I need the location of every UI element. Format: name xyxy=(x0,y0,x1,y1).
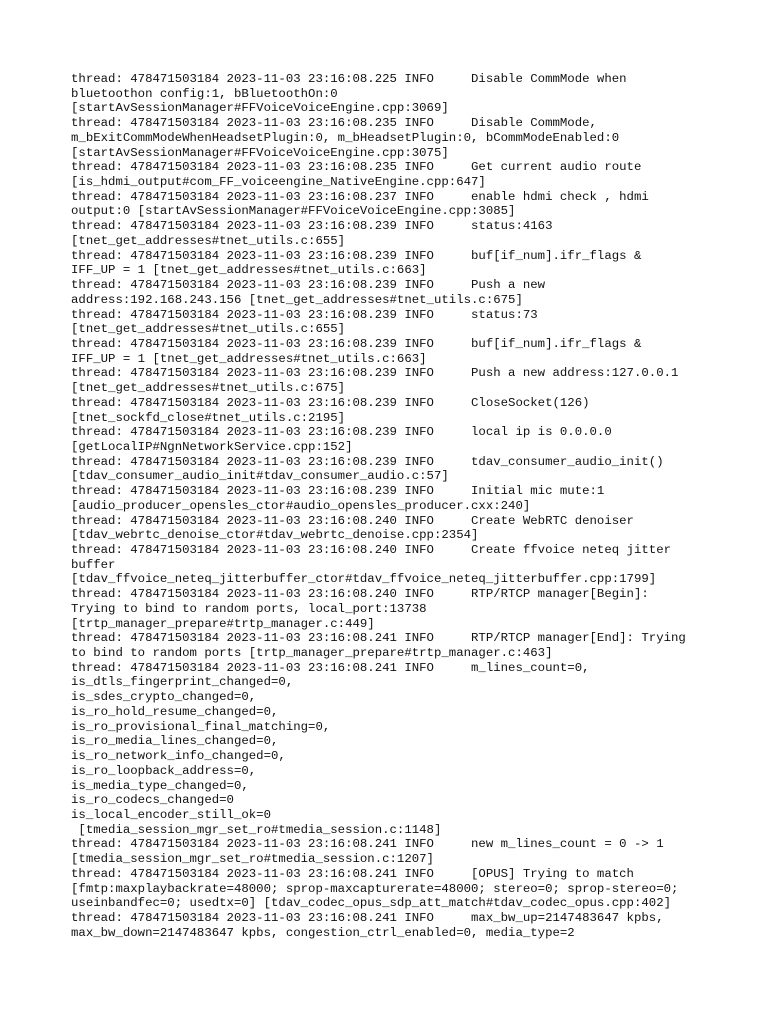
log-line: [tmedia_session_mgr_set_ro#tmedia_session.c:1207] xyxy=(71,852,434,867)
log-line: output:0 [startAvSessionManager#FFVoiceVoiceEngine.cpp:3085] xyxy=(71,204,516,219)
log-line: thread: 478471503184 2023-11-03 23:16:08.225 INFO Disable CommMode when xyxy=(71,72,627,86)
log-line: thread: 478471503184 2023-11-03 23:16:08.239 INFO status:4163 xyxy=(71,219,553,234)
log-line: thread: 478471503184 2023-11-03 23:16:08.241 INFO new m_lines_count = 0 -> 1 xyxy=(71,837,664,852)
log-document xyxy=(71,72,751,940)
log-line: thread: 478471503184 2023-11-03 23:16:08.235 INFO Get current audio route xyxy=(71,160,642,175)
log-line: IFF_UP = 1 [tnet_get_addresses#tnet_utils.c:663] xyxy=(71,351,427,366)
log-line: [tnet_get_addresses#tnet_utils.c:655] xyxy=(71,322,346,337)
log-line: [fmtp:maxplaybackrate=48000; sprop-maxcapturerate=48000; stereo=0; sprop-stereo=0; xyxy=(71,881,679,896)
log-line: is_ro_hold_resume_changed=0, xyxy=(71,704,279,719)
log-line: is_ro_media_lines_changed=0, xyxy=(71,734,279,749)
log-line: is_ro_codecs_changed=0 xyxy=(71,793,234,808)
log-line: to bind to random ports [trtp_manager_prepare#trtp_manager.c:463] xyxy=(71,646,553,661)
log-line: thread: 478471503184 2023-11-03 23:16:08.241 INFO m_lines_count=0, xyxy=(71,660,590,675)
log-line: [tnet_get_addresses#tnet_utils.c:655] xyxy=(71,233,346,248)
log-line: is_ro_loopback_address=0, xyxy=(71,763,257,778)
log-line: thread: 478471503184 2023-11-03 23:16:08.240 INFO RTP/RTCP manager[Begin]: xyxy=(71,587,649,602)
log-line: useinbandfec=0; usedtx=0] [tdav_codec_opus_sdp_att_match#tdav_codec_opus.cpp:402] xyxy=(71,896,672,911)
log-line: IFF_UP = 1 [tnet_get_addresses#tnet_utils.c:663] xyxy=(71,263,427,278)
log-line: thread: 478471503184 2023-11-03 23:16:08.237 INFO enable hdmi check , hdmi xyxy=(71,189,649,204)
log-line: [trtp_manager_prepare#trtp_manager.c:449] xyxy=(71,616,375,631)
log-line: thread: 478471503184 2023-11-03 23:16:08.239 INFO local ip is 0.0.0.0 xyxy=(71,425,612,440)
log-line: thread: 478471503184 2023-11-03 23:16:08.240 INFO Create WebRTC denoiser xyxy=(71,513,634,528)
log-line: is_ro_provisional_final_matching=0, xyxy=(71,719,331,734)
log-line: thread: 478471503184 2023-11-03 23:16:08.241 INFO [OPUS] Trying to match xyxy=(71,866,634,881)
log-line: is_dtls_fingerprint_changed=0, xyxy=(71,675,294,690)
log-line: buffer xyxy=(71,557,116,572)
log-line: [tnet_sockfd_close#tnet_utils.c:2195] xyxy=(71,410,346,425)
log-line: thread: 478471503184 2023-11-03 23:16:08.239 INFO Push a new xyxy=(71,278,546,293)
log-line: thread: 478471503184 2023-11-03 23:16:08.239 INFO tdav_consumer_audio_init() xyxy=(71,454,664,469)
log-line: [is_hdmi_output#com_FF_voiceengine_NativeEngine.cpp:647] xyxy=(71,175,486,190)
log-line: [audio_producer_opensles_ctor#audio_opensles_producer.cxx:240] xyxy=(71,498,531,513)
log-line: thread: 478471503184 2023-11-03 23:16:08.239 INFO CloseSocket(126) xyxy=(71,395,590,410)
log-line: [startAvSessionManager#FFVoiceVoiceEngine.cpp:3075] xyxy=(71,145,449,160)
log-line: thread: 478471503184 2023-11-03 23:16:08.240 INFO Create ffvoice neteq jitter xyxy=(71,543,672,557)
log-line: is_local_encoder_still_ok=0 xyxy=(71,807,272,822)
log-line: thread: 478471503184 2023-11-03 23:16:08.235 INFO Disable CommMode, xyxy=(71,116,597,131)
log-line: thread: 478471503184 2023-11-03 23:16:08.239 INFO Push a new address:127.0.0.1 xyxy=(71,366,679,381)
log-line: [tnet_get_addresses#tnet_utils.c:675] xyxy=(71,381,346,396)
log-line: Trying to bind to random ports, local_port:13738 xyxy=(71,601,427,616)
log-line: [startAvSessionManager#FFVoiceVoiceEngine.cpp:3069] xyxy=(71,101,449,116)
log-line: [getLocalIP#NgnNetworkService.cpp:152] xyxy=(71,439,353,454)
log-line: m_bExitCommModeWhenHeadsetPlugin:0, m_bHeadsetPlugin:0, bCommModeEnabled:0 xyxy=(71,130,620,145)
log-line: is_sdes_crypto_changed=0, xyxy=(71,690,257,705)
log-line: thread: 478471503184 2023-11-03 23:16:08.239 INFO Initial mic mute:1 xyxy=(71,484,605,499)
log-line: bluetoothon config:1, bBluetoothOn:0 xyxy=(71,86,338,101)
log-line: thread: 478471503184 2023-11-03 23:16:08.239 INFO status:73 xyxy=(71,307,538,322)
log-line: max_bw_down=2147483647 kpbs, congestion_ctrl_enabled=0, media_type=2 xyxy=(71,925,575,940)
log-line: is_ro_network_info_changed=0, xyxy=(71,749,286,764)
log-line: address:192.168.243.156 [tnet_get_addresses#tnet_utils.c:675] xyxy=(71,292,523,307)
log-line: is_media_type_changed=0, xyxy=(71,778,249,793)
log-line: thread: 478471503184 2023-11-03 23:16:08.239 INFO buf[if_num].ifr_flags & xyxy=(71,336,642,351)
log-line: [tdav_webrtc_denoise_ctor#tdav_webrtc_denoise.cpp:2354] xyxy=(71,528,479,543)
log-line: [tdav_ffvoice_neteq_jitterbuffer_ctor#tdav_ffvoice_neteq_jitterbuffer.cpp:1799] xyxy=(71,572,657,587)
log-line: thread: 478471503184 2023-11-03 23:16:08.241 INFO RTP/RTCP manager[End]: Trying xyxy=(71,631,686,646)
log-line: [tmedia_session_mgr_set_ro#tmedia_session.c:1148] xyxy=(71,822,442,837)
log-line: thread: 478471503184 2023-11-03 23:16:08.239 INFO buf[if_num].ifr_flags & xyxy=(71,248,642,263)
log-line: thread: 478471503184 2023-11-03 23:16:08.241 INFO max_bw_up=2147483647 kpbs, xyxy=(71,910,664,925)
log-line: [tdav_consumer_audio_init#tdav_consumer_audio.c:57] xyxy=(71,469,449,484)
